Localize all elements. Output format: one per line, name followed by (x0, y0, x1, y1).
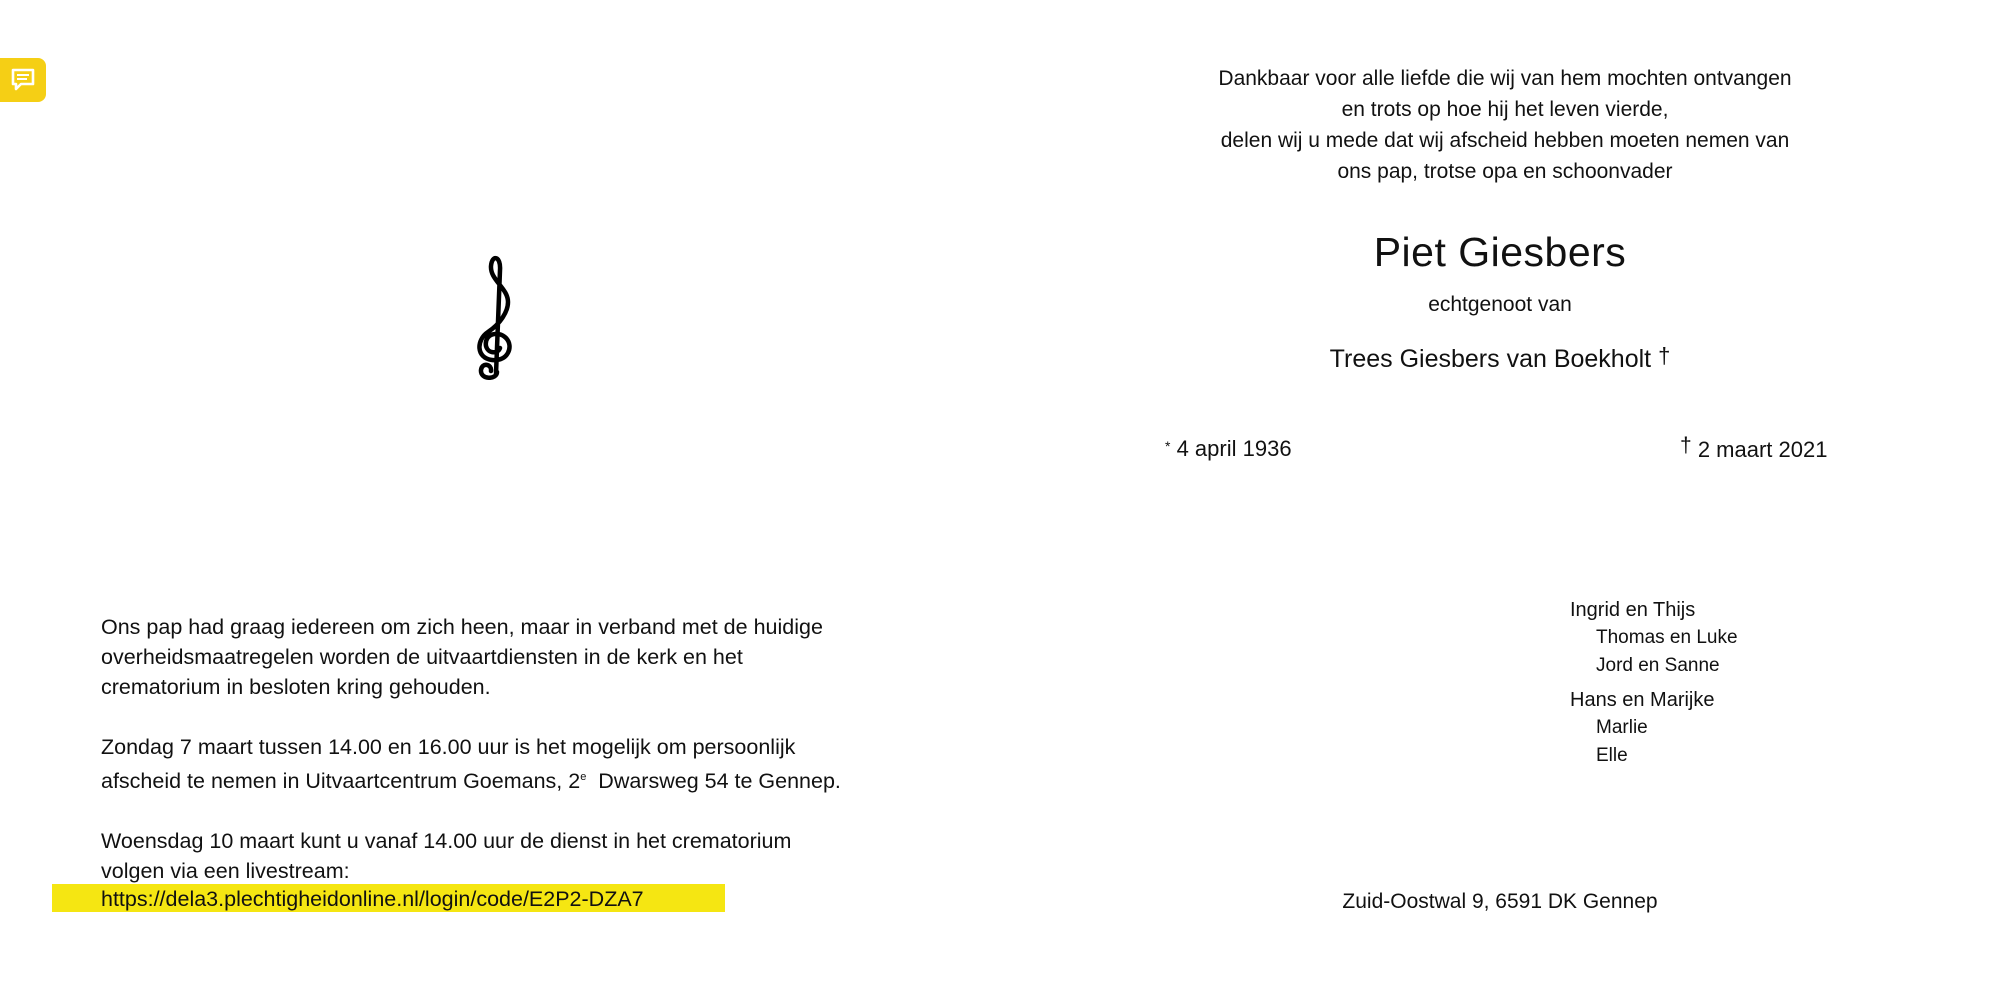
notice-line: crematorium in besloten kring gehouden. (101, 675, 491, 699)
notice-line: volgen via een livestream: (101, 859, 350, 883)
intro-line: delen wij u mede dat wij afscheid hebben moeten nemen van (1220, 129, 1790, 152)
notice-line: Woensdag 10 maart kunt u vanaf 14.00 uur de dienst in het crematorium (101, 829, 792, 853)
death-line (1680, 434, 1827, 463)
spouse-name: Trees Giesbers van Boekholt (1329, 345, 1652, 373)
birth-date: 4 april 1936 (1176, 436, 1292, 461)
intro-line: Dankbaar voor alle liefde die wij van hem mochten ontvangen (1218, 67, 1792, 90)
spouse-line (1200, 343, 1800, 374)
intro-line: ons pap, trotse opa en schoonvader (1337, 160, 1673, 183)
intro-line: en trots op hoe hij het leven vierde, (1341, 98, 1669, 121)
notice-text: Dwarsweg 54 te Gennep. (586, 769, 841, 794)
family-children: Thomas en Luke (1596, 627, 1738, 648)
comment-icon (9, 66, 37, 94)
livestream-link[interactable]: https://dela3.plechtigheidonline.nl/login/code/E2P2-DZA7 (101, 887, 644, 911)
spouse-label: echtgenoot van (1428, 293, 1572, 316)
family-group (1570, 596, 1738, 680)
comment-badge[interactable] (0, 58, 46, 102)
notice-paragraph (101, 612, 941, 702)
notice-line: Ons pap had graag iedereen om zich heen, maar in verband met de huidige (101, 615, 823, 639)
cross-icon: † (1658, 343, 1671, 368)
family-parents: Ingrid en Thijs (1570, 599, 1696, 621)
notice-line (101, 762, 941, 796)
death-date: 2 maart 2021 (1697, 437, 1828, 462)
family-children: Elle (1596, 745, 1628, 766)
notice-paragraph (101, 826, 941, 886)
notice-text: afscheid te nemen in Uitvaartcentrum Goemans, 2 (101, 769, 581, 794)
family-children: Jord en Sanne (1596, 655, 1720, 676)
ordinal-suffix: e (580, 771, 587, 783)
notice-line: overheidsmaatregelen worden de uitvaartdiensten in de kerk en het (101, 645, 743, 669)
family-parents: Hans en Marijke (1570, 689, 1715, 711)
birth-mark-icon: * (1165, 438, 1171, 454)
family-group (1570, 686, 1738, 770)
notice-line: Zondag 7 maart tussen 14.00 en 16.00 uur is het mogelijk om persoonlijk (101, 735, 796, 759)
cross-icon: † (1680, 434, 1692, 457)
birth-line (1165, 436, 1292, 462)
treble-clef-icon (470, 250, 520, 380)
deceased-name: Piet Giesbers (1373, 229, 1627, 275)
family-children: Marlie (1596, 717, 1648, 738)
announcement-intro (1130, 63, 1880, 187)
notice-paragraph (101, 732, 941, 796)
address: Zuid-Oostwal 9, 6591 DK Gennep (1342, 890, 1658, 913)
family-list (1570, 596, 1738, 776)
